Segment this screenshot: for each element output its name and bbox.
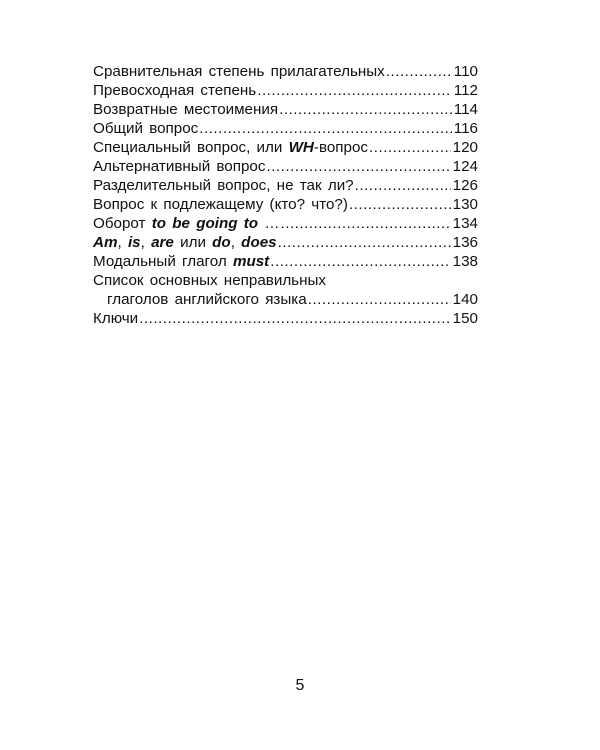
toc-leader-dots (257, 81, 452, 100)
toc-entry-reflexive-pronouns[interactable] (93, 100, 478, 119)
toc-entry-special-question[interactable] (93, 138, 478, 157)
table-of-contents (93, 62, 478, 328)
toc-entry-page: 138 (452, 253, 478, 270)
toc-entry-title: Альтернативный вопрос (93, 158, 266, 175)
toc-entry-modal-must[interactable] (93, 252, 478, 271)
toc-entry-page: 136 (452, 234, 478, 251)
toc-entry-subject-question[interactable] (93, 195, 478, 214)
toc-entry-page: 140 (452, 291, 478, 308)
toc-entry-irregular-verbs-line1[interactable]: Список основных неправильных (93, 272, 326, 289)
toc-emphasis: does (241, 234, 277, 251)
toc-entry-title: Общий вопрос (93, 120, 199, 137)
page-number: 5 (295, 677, 305, 694)
toc-entry-tag-question[interactable] (93, 176, 478, 195)
toc-entry-title: Модальный глагол must (93, 253, 270, 270)
toc-leader-dots (139, 309, 450, 328)
toc-leader-dots (355, 176, 451, 195)
toc-entry-page: 116 (453, 120, 478, 137)
toc-emphasis: Am (93, 234, 118, 251)
toc-entry-keys[interactable] (93, 309, 478, 328)
toc-entry-irregular-verbs[interactable] (93, 290, 478, 309)
toc-leader-dots (266, 157, 450, 176)
toc-entry-general-question[interactable] (93, 119, 478, 138)
toc-entry-page: 130 (452, 196, 478, 213)
toc-leader-dots (278, 233, 451, 252)
toc-entry-be-going-to[interactable] (93, 214, 478, 233)
toc-entry-title: Сравнительная степень прилагательных (93, 63, 385, 80)
toc-leader-dots (308, 290, 451, 309)
toc-emphasis: are (151, 234, 174, 251)
toc-entry-title: Возвратные местоимения (93, 101, 279, 118)
toc-entry-page: 150 (452, 310, 478, 327)
toc-entry-title: Am, is, are или do, does (93, 234, 277, 251)
toc-entry-page: 110 (453, 63, 478, 80)
toc-entry-page: 120 (452, 139, 478, 156)
toc-entry-alternative-question[interactable] (93, 157, 478, 176)
toc-entry-comparative[interactable] (93, 62, 478, 81)
toc-emphasis: WH (288, 139, 314, 156)
toc-entry-title: Оборот to be going to … (93, 215, 280, 232)
toc-emphasis: must (232, 253, 270, 270)
toc-emphasis: to be going to (151, 215, 259, 232)
toc-leader-dots (281, 214, 451, 233)
toc-leader-dots (369, 138, 451, 157)
toc-leader-dots (349, 195, 451, 214)
toc-leader-dots (386, 62, 452, 81)
toc-leader-dots (199, 119, 452, 138)
toc-entry-title: Разделительный вопрос, не так ли? (93, 177, 354, 194)
toc-entry-title: Превосходная степень (93, 82, 257, 99)
toc-entry-title: Вопрос к подлежащему (кто? что?) (93, 196, 348, 213)
toc-leader-dots (270, 252, 450, 271)
toc-entry-page: 126 (452, 177, 478, 194)
toc-entry-title: глаголов английского языка (107, 291, 307, 308)
toc-entry-title: Специальный вопрос, или WH-вопрос (93, 139, 369, 156)
toc-entry-page: 114 (453, 101, 478, 118)
toc-entry-page: 134 (452, 215, 478, 232)
toc-leader-dots (279, 100, 452, 119)
toc-emphasis: do (212, 234, 231, 251)
toc-emphasis: is (127, 234, 141, 251)
toc-entry-title: Ключи (93, 310, 139, 327)
toc-entry-page: 112 (453, 82, 478, 99)
toc-entry-page: 124 (452, 158, 478, 175)
toc-entry-superlative[interactable] (93, 81, 478, 100)
toc-entry-am-is-are-do-does[interactable] (93, 233, 478, 252)
